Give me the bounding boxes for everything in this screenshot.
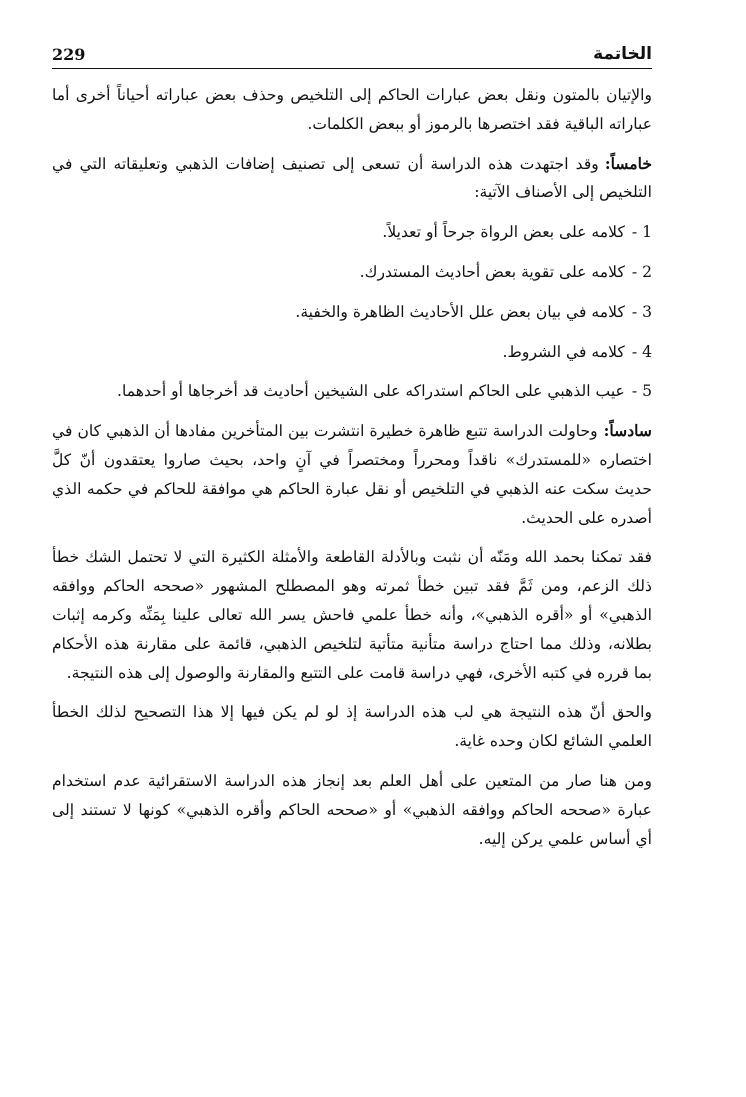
paragraph-text: وقد اجتهدت هذه الدراسة أن تسعى إلى تصنيف إضافات الذهبي وتعليقاته التي في التلخيص إلى الأصناف الآتية:	[52, 154, 652, 202]
paragraph-text: وحاولت الدراسة تتبع ظاهرة خطيرة انتشرت بين المتأخرين مفادها أن الذهبي كان في اختصاره «للمستدرك» ناقداً ومحرراً ومختصراً في آنٍ واحد، بحيث صاروا يعتقدون أنّ كلَّ حديث سكت عنه الذهبي في التلخيص أو نقل عبارة الحاكم هي موافقة للحاكم في حكمه الذي أصدره على الحديث.	[52, 422, 652, 527]
paragraph: والإتيان بالمتون ونقل بعض عبارات الحاكم إلى التلخيص وحذف بعض عباراته أحياناً أخرى أما عباراته الباقية فقد اختصرها بالرموز أو ببعض الكلمات.	[52, 86, 652, 133]
list-item	[52, 218, 652, 247]
list-item-text: كلامه على تقوية بعض أحاديث المستدرك.	[359, 262, 625, 281]
list-item-text: عيب الذهبي على الحاكم استدراكه على الشيخين أحاديث قد أخرجاها أو أحدهما.	[117, 382, 625, 401]
paragraph	[52, 150, 652, 208]
list-item	[52, 377, 652, 406]
list-item-text: كلامه على بعض الرواة جرحاً أو تعديلاً.	[382, 223, 625, 242]
page-number: 229	[52, 45, 86, 64]
section-lead: سادساً:	[603, 421, 652, 441]
list-number: 1 -	[631, 223, 652, 242]
paragraph	[52, 417, 652, 532]
list-number: 4 -	[631, 342, 652, 361]
list-number: 3 -	[631, 302, 652, 321]
book-page	[52, 30, 652, 1070]
section-lead: خامساً:	[604, 153, 652, 173]
list-number: 2 -	[631, 262, 652, 281]
list-item	[52, 258, 652, 287]
body-text	[52, 81, 652, 853]
paragraph: والحق أنّ هذه النتيجة هي لب هذه الدراسة إذ لو لم يكن فيها إلا هذا التصحيح لذلك الخطأ العلمي الشائع لكان وحده غاية.	[52, 703, 652, 751]
paragraph: فقد تمكنا بحمد الله ومَنّه أن نثبت وبالأدلة القاطعة والأمثلة الكثيرة التي لا تحتمل الشك خطأ ذلك الزعم، ومن ثَمَّ فقد تبين خطأ ثمرته وهو المصطلح المشهور «صححه الحاكم ووافقه الذهبي» أو «أقره الذهبي»، وأنه خطأ علمي فاحش يسر الله تعالى علينا بِمَنِّه وكرمه إثبات بطلانه، وذلك مما احتاج دراسة متأنية متأتية لتلخيص الذهبي، قائمة على مقارنة هذه الأحكام بما قرره في كتبه الأخرى، فهي دراسة قامت على التتبع والمقارنة والوصول إلى هذه النتيجة.	[52, 548, 652, 682]
running-header	[52, 30, 652, 69]
list-item	[52, 338, 652, 367]
list-item	[52, 298, 652, 327]
paragraph: ومن هنا صار من المتعين على أهل العلم بعد إنجاز هذه الدراسة الاستقرائية عدم استخدام عبارة «صححه الحاكم ووافقه الذهبي» أو «صححه الحاكم وأقره الذهبي» كونها لا تستند إلى أي أساس علمي يركن إليه.	[52, 771, 652, 848]
chapter-title: الخاتمة	[593, 44, 652, 64]
list-number: 5 -	[631, 382, 652, 401]
list-item-text: كلامه في بيان بعض علل الأحاديث الظاهرة والخفية.	[295, 302, 625, 321]
list-item-text: كلامه في الشروط.	[502, 342, 625, 361]
